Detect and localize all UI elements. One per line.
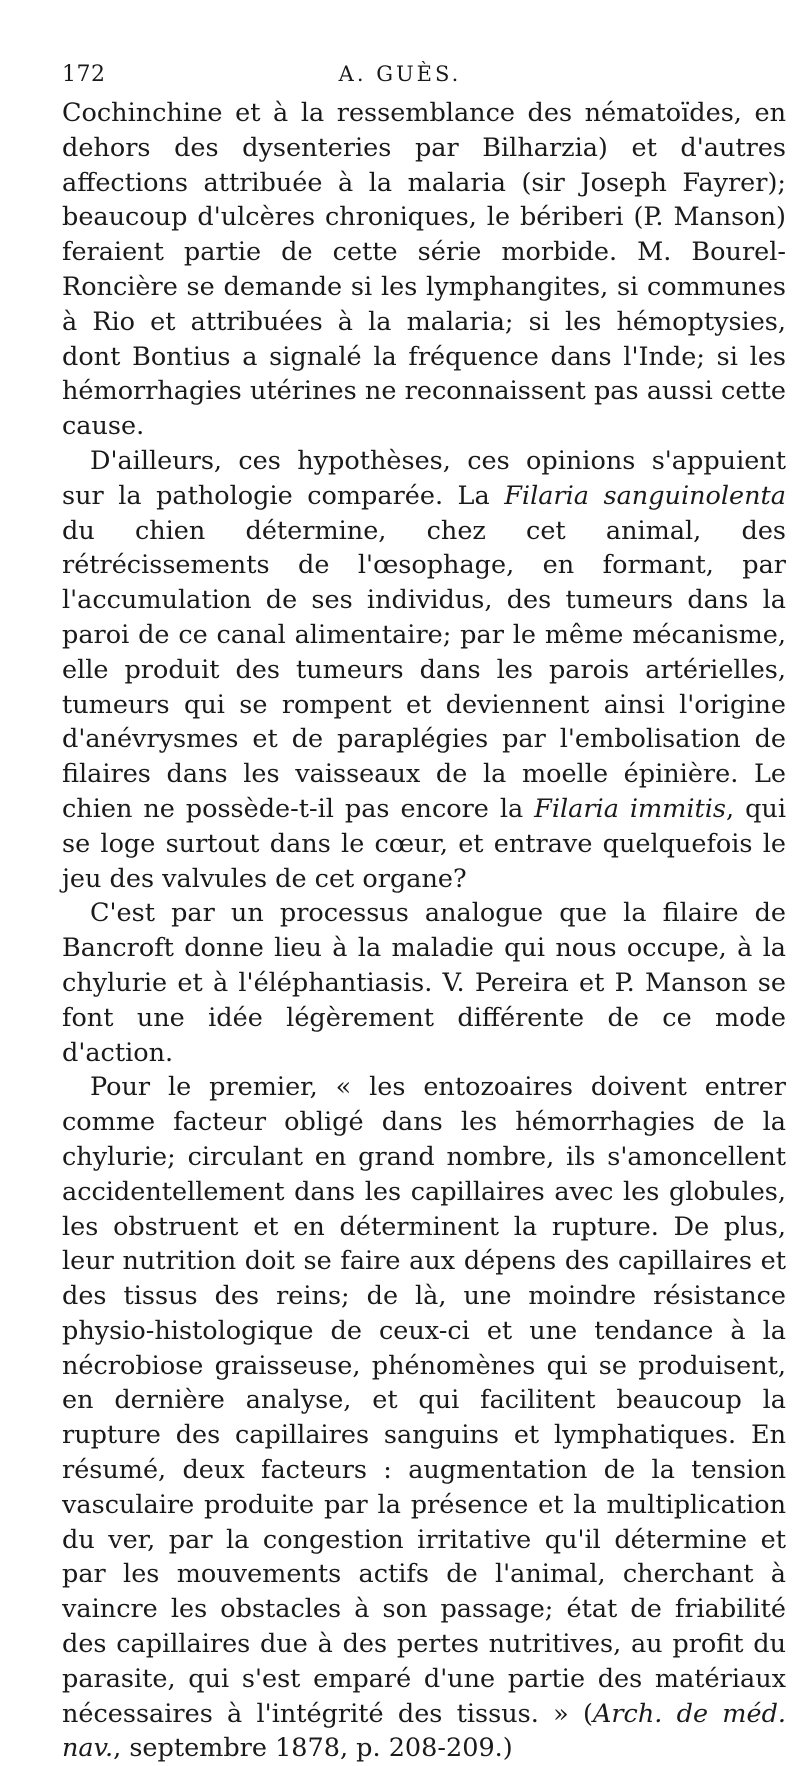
body-text <box>62 96 786 1766</box>
paragraph <box>62 444 786 896</box>
text-segment: D'ailleurs, ces hypothèses, ces opinions s'appuient sur la pathologie comparée. La <box>62 445 786 511</box>
text-segment: , septembre 1878, p. 208-209.) <box>113 1733 513 1764</box>
text-segment: Cochinchine et à la ressemblance des nématoïdes, en dehors des dysenteries par Bilharzia) et d'autres affections attribuée à la malaria (sir Joseph Fayrer); beaucoup d'ulcères chroniques, le bériberi (P. Manson) feraient partie de cette série morbide. M. Bourel-Roncière se demande si les lymphangites, si communes à Rio et attribuées à la malaria; si les hémoptysies, dont Bontius a signalé la fréquence dans l'Inde; si les hémorrhagies utérines ne reconnaissent pas aussi cette cause. <box>62 98 786 442</box>
page-header <box>62 62 738 96</box>
italic-text: Arch. de méd. nav. <box>62 1698 787 1764</box>
italic-text: Filaria sanguinolenta <box>504 480 786 511</box>
paragraph <box>62 896 786 1070</box>
text-segment: Pour le premier, « les entozoaires doivent entrer comme facteur obligé dans les hémorrhagies de la chylurie; circulant en grand nombre, ils s'amoncellent accidentellement dans les capillaires avec les globules, les obstruent et en déterminent la rupture. De plus, leur nutrition doit se faire aux dépens des capillaires et des tissus des reins; de là, une moindre résistance physio-histologique de ceux-ci et une tendance à la nécrobiose graisseuse, phénomènes qui se produisent, en dernière analyse, et qui facilitent beaucoup la rupture des capillaires sanguins et lymphatiques. En résumé, deux facteurs : augmentation de la tension vasculaire produite par la présence et la multiplication du ver, par la congestion irritative qu'il détermine et par les mouvements actifs de l'animal, cherchant à vaincre les obstacles à son passage; état de friabilité des capillaires due à des pertes nutritives, au profit du parasite, qui s'est emparé d'une partie des matériaux nécessaires à l'intégrité des tissus. » ( <box>62 1072 786 1729</box>
paragraph <box>62 1070 786 1766</box>
text-segment: , qui se loge surtout dans le cœur, et entrave quelquefois le jeu des valvules de cet organe? <box>62 793 786 894</box>
text-segment: C'est par un processus analogue que la filaire de Bancroft donne lieu à la maladie qui nous occupe, à la chylurie et à l'éléphantiasis. V. Pereira et P. Manson se font une idée légèrement différente de ce mode d'action. <box>62 898 786 1068</box>
italic-text: Filaria immitis <box>534 793 727 824</box>
running-head: A. GUÈS. <box>338 62 462 86</box>
text-segment: du chien détermine, chez cet animal, des rétrécissements de l'œsophage, en formant, par l'accumulation de ses individus, des tumeurs dans la paroi de ce canal alimentaire; par le même mécanisme, elle produit des tumeurs dans les parois artérielles, tumeurs qui se rompent et deviennent ainsi l'origine d'anévrysmes et de paraplégies par l'embolisation de filaires dans les vaisseaux de la moelle épinière. Le chien ne possède-t-il pas encore la <box>62 515 786 824</box>
page-number: 172 <box>62 62 106 87</box>
paragraph <box>62 96 786 444</box>
